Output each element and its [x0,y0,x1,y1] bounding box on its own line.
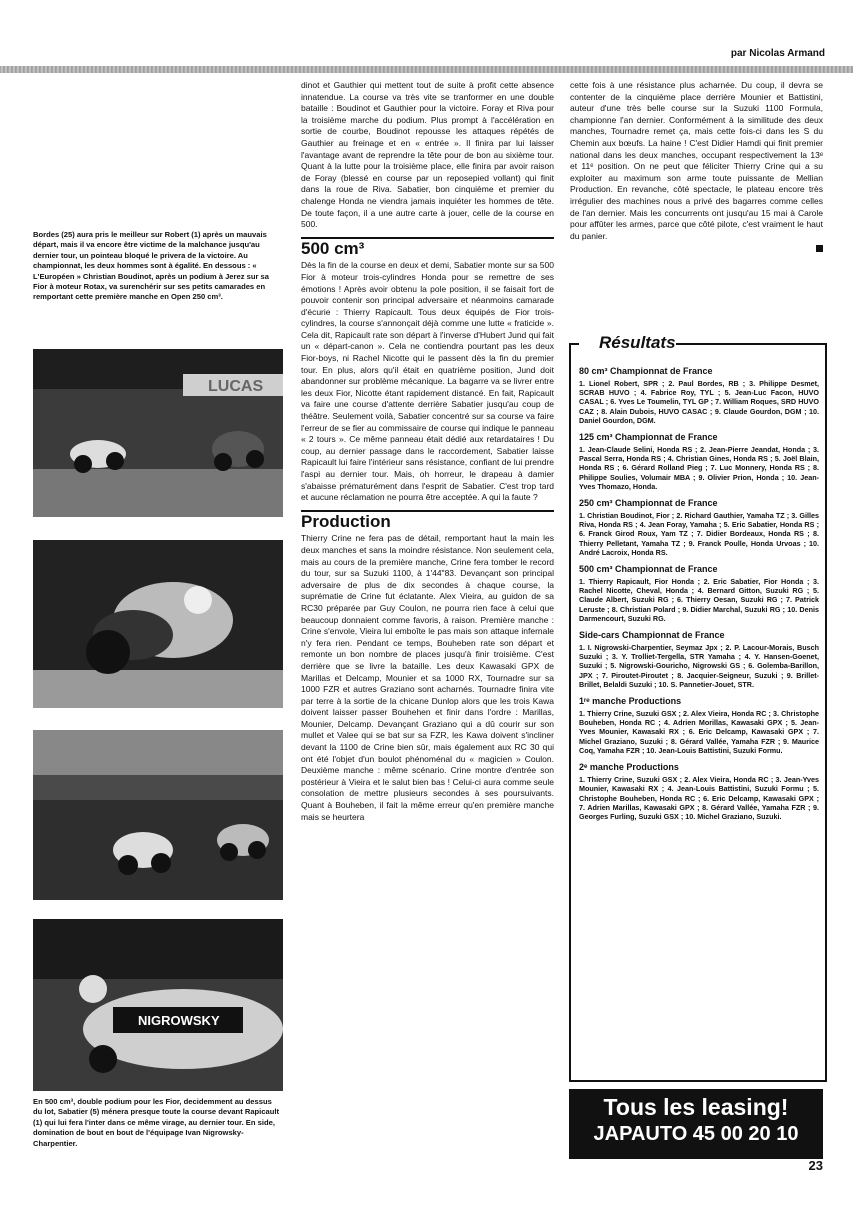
results-box [569,333,827,1082]
results-heading: 1ʳᵉ manche Productions [579,696,682,707]
photo-500cc-race [33,730,283,900]
paragraph-250-race: dinot et Gauthier qui mettent tout de suite à profit cette absence innatendue. La course va très vite se tranformer en une double bataille : Boudinot et Gauthier pour la victoire. Foray et Riva pour la troisième marche du podium. Plus prompt à l'accélération en sortie de courbe, Boudinot repousse les attaques répétés de Gauthier au freinage et en « entrée ». Il finira par lui laisser l'avantage avant de reprendre la tête pour de bon au sixième tour. Quant à la lutte pour la troisième place, elle finira par avoir raison de Foray (blessé en course par un reposepied vollant) qui finit dans la roue de Riva. Sabatier, bon cinquième et premier du chalenge Honda ne viendra jamais inquiéter les hommes de tête. De toute façon, il a une autre carte à jouer, celle de la course en 500. [301,80,554,230]
banner-text: LUCAS [208,378,264,395]
heading-500cc: 500 cm³ [301,237,554,255]
results-heading: 250 cm³ Championnat de France [579,498,718,509]
results-section [579,762,819,821]
sidecar-logo-text: NIGROWSKY [138,1013,220,1028]
results-section [579,696,819,755]
photo-caption-top: Bordes (25) aura pris le meilleur sur Robert (1) après un mauvais départ, mais il va encore être victime de la malchance jusqu'au dernier tour, un pointeau bloqué le privera de la victoire. Au championnat, les deux hommes sont à égalité. En dessous : « L'Européen » Christian Boudinot, après un podium à Jerez sur sa Fior à moteur Rotax, va surenchérir sur ses petits camarades en remportant cette première manche en Open 250 cm³. [33,230,269,302]
advert-line-1: Tous les leasing! [603,1094,789,1120]
results-list: 1. Thierry Crine, Suzuki GSX ; 2. Alex Vieira, Honda RC ; 3. Christophe Bouheben, Honda RC ; 4. Adrien Morillas, Kawasaki GPX ; 5. Jean-Yves Mounier, Kawasaki RX ; 6. Eric Delcamp, Kawasaki GPX ; 7. Michel Graziano, Suzuki ; 8. Gérard Vallée, Yamaha FZR ; 9. Maurice Coq, Yamaha FZR ; 10. Jean-Louis Battistini, Suzuki Formu. [579,709,819,755]
paragraph-production: Thierry Crine ne fera pas de détail, remportant haut la main les deux manches et sans la moindre résistance. Non seulement cela, mais au cours de la première manche, Crine fera tomber le record du tour, sur sa Suzuki 1100, à 1'44"83. Devançant son principal adversaire de plus de dix secondes à chaque course, la suprématie de Crine fut éclatante. Alex Vieira, au guidon de sa RC30 préparée par Guy Coulon, ne pourra rien face à celui que beaucoup donnaient comme favoris, à raison. Première manche : Crine s'envole, Vieira lui emboîte le pas mais son attaque infernale n'y fera rien. Pendant ce temps, Bouheben rate son départ et remonte un bon nombre de places jusqu'à finir troisième. C'est derrière que se livre la bataille. Les deux Kawasaki GPX de Marillas et Delcamp, Mounier et sa 1000 RX, Tournadre sur sa 1000 FZR et autres Graziano sont acharnés. Tournadre finira vite par terre à la sortie de la chicane Dunlop alors que les trois Kawa doivent laisser passer Bouhehen et finir dans l'ordre : Marillas, Mounier, Delcamp. Devançant Graziano qui a dû courir sur son mullet et Valee qui se bat sur sa FZR, les Kawa doivent s'incliner devant la 1100 de Crine bien sûr, mais également aux RC 30 qui ont été l'objet d'un boulot phénoménal du « magicien » Coulon. Deuxième manche : même scénario. Crine montre d'entrée son postérieur à Vieira et le salut bien bas ! Celui-ci aura comme seule consolation de mettre plusieurs secondes à ses poursuivants. Quant à Bouheben, il fait la même erreur qu'en première manche mais se heurtera [301,533,554,822]
photo-sidecar [33,919,283,1091]
results-list: 1. Thierry Rapicault, Fior Honda ; 2. Eric Sabatier, Fior Honda ; 3. Rachel Nicotte, Cheval, Honda ; 4. Bernard Gitton, Suzuki RG ; 5. Claude Albert, Suzuki RG ; 6. Thierry Oesan, Suzuki RG ; 7. Patrick Leruste ; 8. Christian Polard ; 9. Didier Marchal, Suzuki RG ; 10. Denis Darmencourt, Suzuki RG. [579,577,819,623]
results-list: 1. Thierry Crine, Suzuki GSX ; 2. Alex Vieira, Honda RC ; 3. Jean-Yves Mounier, Kawasaki RX ; 4. Jean-Louis Battistini, Suzuki Formu ; 5. Christophe Bouheben, Honda RC ; 6. Eric Delcamp, Kawasaki GPX ; 7. Adrien Marillas, Kawasaki GPX ; 8. Gérard Vallée, Yamaha FZR ; 9. Georges Furling, Suzuki GSX ; 10. Michel Graziano, Suzuki. [579,775,819,821]
paragraph-500-race: Dès la fin de la course en deux et demi, Sabatier monte sur sa 500 Fior à moteur trois-cylindres Honda pour se remettre de ses émotions ! Après avoir obtenu la pole position, il se faisait fort de pouvoir contenir son principal adversaire et néanmoins camarade d'écurie : Thierry Rapicault. Tous deux équipés de Fior trois-cylindres, la course s'annonçait déjà comme une lutte « fraticide ». Cela dit, Rapicault rate son départ à l'inverse d'Hubert Jund qui fait un « départ-canon ». Cela ne contiendra pourtant pas les deux Fior-boys, ni Rachel Nicotte qui le passent dès la fin du premier tour. En plus, alors qu'il était en quatrième position, Jund doit abandonner sur problème mécanique. La bagarre va se livrer entre les deux Fior, Nicotte étant rapidement distancé. En fait, Rapicault va faire une course d'attente derrière Sabatier jusqu'au coup de théâtre. Seulement voilà, Sabatier concentré sur sa course va faire l'erreur de se fier au commissaire de course qui indique le panneau « 2 tours ». Ce même panneau était dédié aux retardataires ! Du coup, au dernier passage dans le raccordement, Sabatier laisse Rapicault lui faire l'intérieur sans résistance, confiant de lui prendre l'aspi au dernier tour. Mais, oh horreur, le drapeau à damier s'abaisse prématurément dans l'esprit de Sabatier. C'est trop tard et aucune réclamation ne pourra être acceptée. A qui la faute ? [301,260,554,503]
byline: par Nicolas Armand [730,48,825,59]
results-list: 1. Christian Boudinot, Fior ; 2. Richard Gauthier, Yamaha TZ ; 3. Gilles Riva, Honda RS ; 4. Jean Foray, Yamaha ; 5. Eric Sabatier, Honda RS ; 6. Franck Girod Roux, Yam TZ ; 7. Didier Bordeaux, Honda RS ; 8. Thierry Pelletant, Yamaha TZ ; 9. Franck Poulle, Honda Urvoas ; 10. André Lacroix, Honda RS. [579,511,819,557]
article-column-middle [301,80,554,823]
results-section [579,630,819,689]
results-list: 1. I. Nigrowski-Charpentier, Seymaz Jpx ; 2. P. Lacour-Morais, Busch Suzuki ; 3. Y. Trolliet-Tergella, STR Yamaha ; 4. Y. Hansen-Goenet, Suzuki ; 5. Nigrowski-Gouricho, Nigrowski GS ; 6. Golemba-Barillon, JPX ; 7. Piroutet-Piroutet ; 8. Jacquier-Seigneur, Suzuki ; 9. Brillet-Brillet, Belaldi Suzuki ; 10. S. Pannetier-Jouet, STR. [579,643,819,689]
heading-production: Production [301,510,554,528]
results-heading: 2ᵉ manche Productions [579,762,679,773]
end-mark [816,245,823,252]
results-list: 1. Lionel Robert, SPR ; 2. Paul Bordes, RB ; 3. Philippe Desmet, SCRAB HUVO ; 4. Fabrice Roy, TYL ; 5. Jean-Luc Facon, HUVO CASAL ; 6. Yves Le Toumelin, TYL GP ; 7. William Roques, SRD HUVO CAZ ; 8. Alain Dubois, HUVO CASAC ; 9. Claude Gourdon, DGM ; 10. Daniel Gourdon, DGM. [579,379,819,425]
results-heading: 500 cm³ Championnat de France [579,564,718,575]
photo-motorcycles-80cc [33,349,283,517]
photo-caption-bottom: En 500 cm³, double podium pour les Fior, decidemment au dessus du lot, Sabatier (5) ménera presque toute la course devant Rapicault (1) qui lui fera l'inter dans ce même virage, au dernier tour. En side, domination de bout en bout de l'équipage Ivan Nigrowsky-Charpentier. [33,1097,280,1148]
results-section [579,564,819,623]
results-section [579,498,819,557]
results-heading: 125 cm³ Championnat de France [579,432,718,443]
article-column-right [570,80,823,252]
page-number: 23 [808,1158,823,1173]
header-rule [0,66,853,73]
results-heading: 80 cm³ Championnat de France [579,366,713,376]
results-list: 1. Jean-Claude Selini, Honda RS ; 2. Jean-Pierre Jeandat, Honda ; 3. Pascal Serra, Honda RS ; 4. Christian Gines, Honda RS ; 5. Joël Blain, Honda RS ; 6. Gérard Rolland Pieg ; 7. Luc Monnery, Honda RS ; 8. Philippe Soulies, Volumair MBA ; 9. Olivier Prion, Honda ; 10. Jean-Yves Thomazo, Honda. [579,445,819,491]
results-section [579,432,819,491]
photo-fior-rider [33,540,283,708]
advert-line-2: JAPAUTO 45 00 20 10 [593,1123,799,1145]
advert-banner [569,1089,823,1159]
paragraph-production-end: cette fois à une résistance plus acharnée. Du coup, il devra se contenter de la cinquième place derrière Mounier et Battistini, auteur d'une très belle course sur la Suzuki 1100 Formula, championne l'an dernier. Conformément à la similitude des deux manches, Tournadre remet ça, mais cette fois-ci dans les S du Chemin aux bœufs. La haine ! C'est Didier Hamdi qui finit premier national dans les deux manches, occupant respectivement la 13ᵉ et 11ᵉ position. On ne peut que féliciter Thierry Crine qui a su exploiter au maximum son arme toute puissante de Mellian Production. En revanche, côté spectacle, le plateau encore très irrégulier des machines nous a privé des bagarres comme celles de l'an dernier. Mais les concurrents ont jusqu'au 15 mai à Carole pour affûter les armes, parce que côté pilote, c'est vraiment le haut du panier. [570,80,823,241]
results-title: Résultats [579,333,676,353]
results-heading: Side-cars Championnat de France [579,630,725,641]
results-section [579,366,819,425]
